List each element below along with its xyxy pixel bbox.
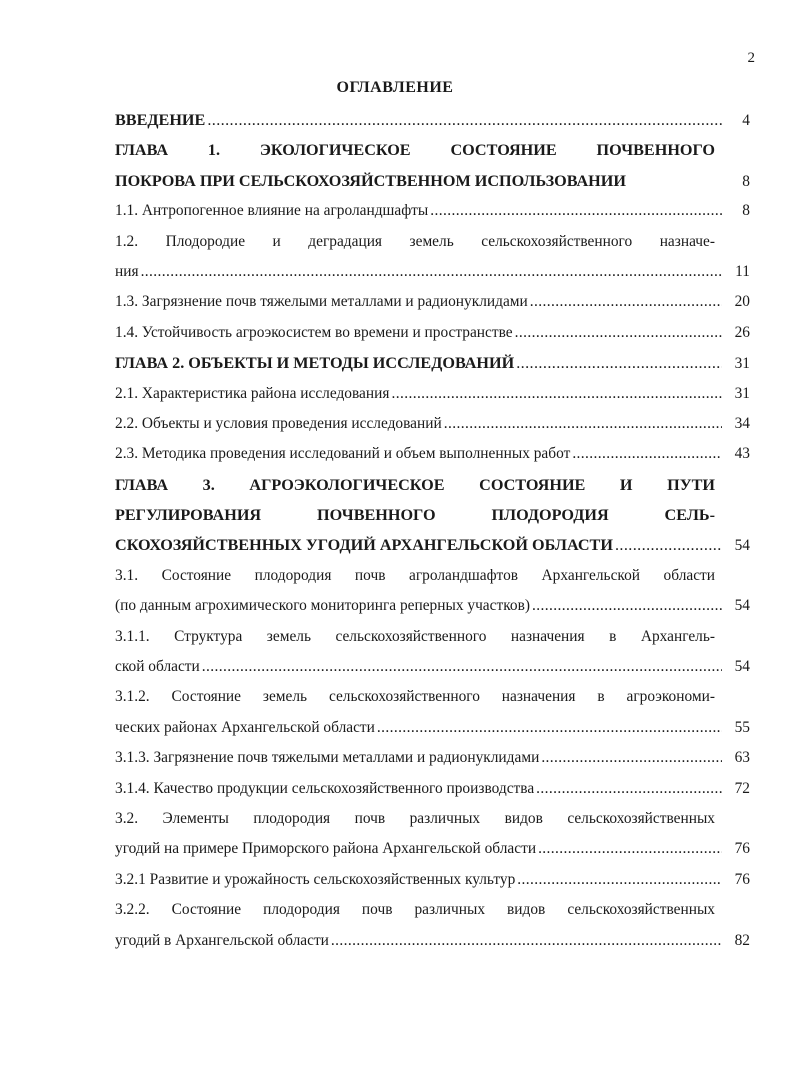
toc-page-number: 76 [734, 840, 750, 858]
toc-page-number: 20 [734, 293, 750, 311]
toc-entry-text: ГЛАВА 2. ОБЪЕКТЫ И МЕТОДЫ ИССЛЕДОВАНИЙ [115, 354, 515, 373]
toc-entry-text: 1.2. Плодородие и деградация земель сельскохозяйственного назначе- [115, 232, 715, 250]
toc-page-number: 54 [734, 597, 750, 615]
toc-entry-text: ГЛАВА 3. АГРОЭКОЛОГИЧЕСКОЕ СОСТОЯНИЕ И ПУТИ [115, 475, 715, 494]
dot-leader [572, 439, 722, 469]
dot-leader [532, 591, 722, 621]
toc-page-number: 31 [734, 384, 750, 402]
toc-entry-chapter-3-line-1[interactable] [115, 470, 750, 500]
toc-page-number: 26 [734, 323, 750, 341]
toc-entry-text: ния [115, 262, 139, 280]
dot-leader [377, 713, 722, 743]
dot-leader [615, 530, 722, 560]
toc-entry-3-1-4[interactable] [115, 774, 750, 804]
toc-entry-text: 2.3. Методика проведения исследований и объем выполненных работ [115, 445, 571, 463]
toc-entry-text: ГЛАВА 1. ЭКОЛОГИЧЕСКОЕ СОСТОЯНИЕ ПОЧВЕННОГО [115, 141, 715, 160]
toc-entry-3-1-1[interactable] [115, 652, 750, 682]
toc-page-number: 34 [734, 414, 750, 432]
toc-entry-3-1-3[interactable] [115, 743, 750, 773]
toc-page-number: 54 [734, 537, 750, 555]
toc-entry-text: 3.1.1. Структура земель сельскохозяйственного назначения в Архангель- [115, 627, 715, 645]
toc-entry-1-2-line-1[interactable] [115, 227, 750, 257]
toc-entry-text: СКОХОЗЯЙСТВЕННЫХ УГОДИЙ АРХАНГЕЛЬСКОЙ ОБЛАСТИ [115, 536, 613, 555]
toc-entry-text: 3.1.4. Качество продукции сельскохозяйственного производства [115, 779, 535, 797]
toc-entry-3-1-2-line-1[interactable] [115, 682, 750, 712]
toc-page-number: 54 [734, 658, 750, 676]
toc-entry-text: 1.3. Загрязнение почв тяжелыми металлами и радионуклидами [115, 293, 528, 311]
toc-entry-chapter-1[interactable] [115, 166, 750, 196]
toc-entry-intro[interactable] [115, 105, 750, 135]
toc-entry-1-3[interactable] [115, 287, 750, 317]
table-of-contents [115, 105, 750, 956]
toc-entry-3-2[interactable] [115, 834, 750, 864]
dot-leader [541, 743, 722, 773]
dot-leader [538, 834, 722, 864]
toc-entry-3-1[interactable] [115, 591, 750, 621]
page-number: 2 [747, 50, 755, 66]
toc-entry-text: угодий на примере Приморского района Архангельской области [115, 840, 537, 858]
toc-page-number: 55 [734, 718, 750, 736]
toc-entry-text: 1.1. Антропогенное влияние на агроландшафты [115, 202, 429, 220]
toc-entry-chapter-1-line-1[interactable] [115, 135, 750, 165]
toc-entry-chapter-2[interactable] [115, 348, 750, 378]
toc-page-number: 8 [742, 202, 750, 220]
toc-entry-text: 3.1.2. Состояние земель сельскохозяйственного назначения в агроэкономи- [115, 688, 715, 706]
toc-title: ОГЛАВЛЕНИЕ [336, 79, 454, 96]
toc-entry-text: РЕГУЛИРОВАНИЯ ПОЧВЕННОГО ПЛОДОРОДИЯ СЕЛЬ- [115, 506, 715, 525]
dot-leader [202, 652, 722, 682]
dot-leader [391, 379, 722, 409]
dot-leader [430, 196, 722, 226]
toc-page-number: 82 [734, 931, 750, 949]
toc-page-number: 31 [734, 355, 750, 373]
toc-entry-3-2-line-1[interactable] [115, 804, 750, 834]
toc-entry-text: 2.1. Характеристика района исследования [115, 384, 390, 402]
toc-entry-3-1-2[interactable] [115, 713, 750, 743]
toc-entry-text: ПОКРОВА ПРИ СЕЛЬСКОХОЗЯЙСТВЕННОМ ИСПОЛЬЗОВАНИИ [115, 171, 626, 190]
toc-entry-text: 2.2. Объекты и условия проведения исследований [115, 414, 442, 432]
toc-entry-text: 3.2.2. Состояние плодородия почв различных видов сельскохозяйственных [115, 901, 715, 919]
toc-entry-2-3[interactable] [115, 439, 750, 469]
toc-entry-text: 3.1. Состояние плодородия почв агроландшафтов Архангельской области [115, 566, 715, 584]
toc-page-number: 43 [734, 445, 750, 463]
dot-leader [444, 409, 722, 439]
toc-entry-text: 3.2.1 Развитие и урожайность сельскохозяйственных культур [115, 870, 516, 888]
toc-entry-chapter-3[interactable] [115, 530, 750, 560]
toc-page-number: 72 [734, 779, 750, 797]
toc-page-number: 63 [734, 749, 750, 767]
toc-entry-3-2-1[interactable] [115, 865, 750, 895]
toc-entry-3-1-line-1[interactable] [115, 561, 750, 591]
dot-leader [530, 287, 722, 317]
toc-entry-text: 1.4. Устойчивость агроэкосистем во времени и пространстве [115, 323, 513, 341]
toc-entry-1-2[interactable] [115, 257, 750, 287]
dot-leader [517, 865, 722, 895]
dot-leader [331, 926, 722, 956]
toc-entry-1-4[interactable] [115, 318, 750, 348]
toc-entry-2-2[interactable] [115, 409, 750, 439]
dot-leader [515, 318, 722, 348]
toc-page-number: 8 [742, 172, 750, 190]
dot-leader [141, 257, 722, 287]
toc-entry-text: ческих районах Архангельской области [115, 718, 375, 736]
toc-entry-text: 3.2. Элементы плодородия почв различных видов сельскохозяйственных [115, 809, 715, 827]
dot-leader [207, 105, 722, 135]
toc-page-number: 4 [742, 112, 750, 129]
toc-entry-text: угодий в Архангельской области [115, 931, 329, 949]
toc-entry-2-1[interactable] [115, 379, 750, 409]
toc-entry-text: ВВЕДЕНИЕ [115, 111, 206, 129]
toc-entry-text: (по данным агрохимического мониторинга реперных участков) [115, 597, 530, 615]
toc-entry-1-1[interactable] [115, 196, 750, 226]
toc-entry-text: ской области [115, 658, 200, 676]
dot-leader [536, 774, 722, 804]
dot-leader [516, 348, 722, 378]
toc-entry-chapter-3-line-2[interactable] [115, 500, 750, 530]
toc-entry-3-1-1-line-1[interactable] [115, 622, 750, 652]
toc-entry-3-2-2[interactable] [115, 926, 750, 956]
toc-entry-text: 3.1.3. Загрязнение почв тяжелыми металлами и радионуклидами [115, 749, 540, 767]
toc-entry-3-2-2-line-1[interactable] [115, 895, 750, 925]
toc-page-number: 76 [734, 870, 750, 888]
toc-page-number: 11 [735, 262, 750, 280]
